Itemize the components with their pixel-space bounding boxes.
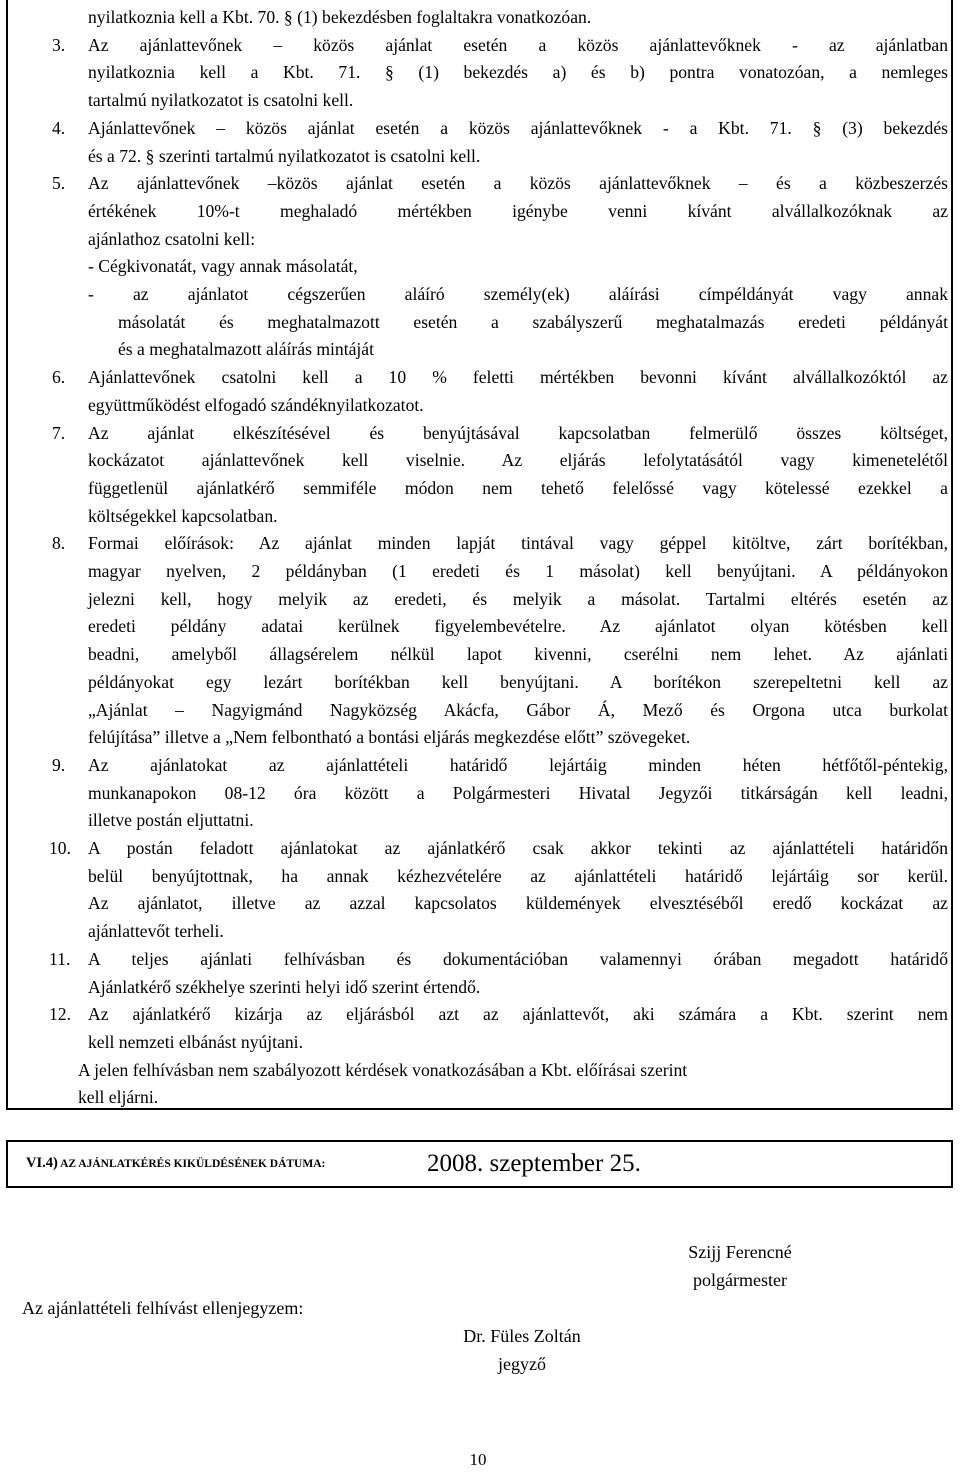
item-number: 4. (52, 117, 66, 138)
item-number: 10. (49, 838, 71, 858)
mayor-title: polgármester (693, 1270, 787, 1290)
item-line: nyilatkoznia kell a Kbt. 71. § (1) bekezdés a) és b) pontra vonatozóan, a nemleges (88, 62, 948, 83)
item-number: 5. (52, 173, 66, 194)
notary-name: Dr. Füles Zoltán (463, 1326, 581, 1346)
item-line: Az ajánlatot, illetve az azzal kapcsolatos küldemények elvesztéséből eredő kockázat az (88, 893, 948, 914)
item-number: 8. (52, 533, 66, 554)
item-line: belül benyújtottnak, ha annak kézhezvételére az ajánlattételi határidő lejártáig sor kerül. (88, 865, 948, 886)
item-line: kell nemzeti elbánást nyújtani. (88, 1031, 303, 1052)
item-line: Az ajánlat elkészítésével és benyújtásával kapcsolatban felmerülő összes költséget, (88, 422, 948, 443)
item-line: kockázatot ajánlattevőnek kell viselnie. Az eljárás lefolytatásától vagy kimenetelétől (88, 450, 948, 471)
dispatch-date: 2008. szeptember 25. (427, 1150, 641, 1177)
section-vi4-label (26, 1154, 325, 1173)
item-line: „Ajánlat – Nagyigmánd Nagyközség Akácfa, Gábor Á, Mező és Orgona utca burkolat (88, 699, 948, 720)
item-line: illetve postán eljuttatni. (88, 810, 254, 831)
item-number: 3. (52, 34, 66, 55)
closing-line: A jelen felhívásban nem szabályozott kérdések vonatkozásában a Kbt. előírásai szerint (78, 1059, 688, 1080)
item-line: Az ajánlatkérő kizárja az eljárásból azt az ajánlattevőt, aki számára a Kbt. szerint nem (88, 1004, 948, 1025)
item-line: Formai előírások: Az ajánlat minden lapját tintával vagy géppel kitöltve, zárt borítékban, (88, 533, 948, 554)
item-line: értékének 10%-t meghaladó mértékben igénybe venni kívánt alvállalkozóknak az (88, 200, 948, 221)
item-line: Ajánlattevőnek csatolni kell a 10 % feletti mértékben bevonni kívánt alvállalkozóktól az (88, 367, 948, 388)
item-line: függetlenül ajánlatkérő semmiféle módon nem tehető felelőssé vagy kötelessé ezekkel a (88, 477, 948, 498)
item-line: tartalmú nyilatkozatot is csatolni kell. (88, 90, 354, 111)
section-vi4-title: AZ AJÁNLATKÉRÉS KIKÜLDÉSÉNEK DÁTUMA: (57, 1158, 326, 1170)
item-line: Ajánlattevőnek – közös ajánlat esetén a közös ajánlattevőknek - a Kbt. 71. § (3) bekezdés (88, 117, 948, 138)
page-number: 10 (469, 1450, 487, 1469)
item-number: 9. (52, 754, 66, 775)
item-line: költségekkel kapcsolatban. (88, 505, 278, 526)
section-vi4-number: VI.4) (26, 1155, 58, 1171)
item-line: Ajánlatkérő székhelye szerinti helyi idő szerint értendő. (88, 976, 481, 997)
item-line: és a meghatalmazott aláírás mintáját (118, 339, 374, 360)
item-line: Az ajánlattevőnek – közös ajánlat esetén a közös ajánlattevőknek - az ajánlatban (88, 34, 948, 55)
item-line: eredeti példány adatai kerülnek figyelembevételre. Az ajánlatot olyan kötésben kell (88, 616, 948, 637)
item-line: együttműködést elfogadó szándéknyilatkozatot. (88, 394, 424, 415)
notary-title: jegyző (498, 1354, 546, 1374)
item-line: A postán feladott ajánlatokat az ajánlatkérő csak akkor tekinti az ajánlattételi határidőn (88, 838, 948, 858)
item-number: 7. (52, 422, 66, 443)
item-number: 11. (49, 948, 71, 969)
item-line: magyar nyelven, 2 példányban (1 eredeti és 1 másolat) kell benyújtani. A példányokon (88, 561, 948, 581)
item-line: Az ajánlattevőnek –közös ajánlat esetén a közös ajánlattevőknek – és a közbeszerzés (88, 173, 948, 194)
item-line: - az ajánlatot cégszerűen aláíró személy(ek) aláírási címpéldányát vagy annak (88, 284, 948, 304)
closing-line: kell eljárni. (78, 1087, 159, 1108)
item-line: ajánlattevőt terheli. (88, 921, 224, 942)
item-line: másolatát és meghatalmazott esetén a szabályszerű meghatalmazás eredeti példányát (118, 311, 948, 332)
item-line: felújítása” illetve a „Nem felbontható a bontási eljárás megkezdése előtt” szövegeket. (88, 727, 691, 748)
item-line: ajánlathoz csatolni kell: (88, 228, 256, 249)
item-line: példányokat egy lezárt borítékban kell benyújtani. A borítékon szerepeltetni kell az (88, 671, 948, 692)
item-line: A teljes ajánlati felhívásban és dokumentációban valamennyi órában megadott határidő (88, 948, 948, 969)
item-number: 6. (52, 367, 66, 388)
item-line: Az ajánlatokat az ajánlattételi határidő lejártáig minden héten hétfőtől-péntekig, (88, 754, 948, 775)
item-number: 12. (49, 1004, 71, 1025)
mayor-name: Szijj Ferencné (688, 1242, 792, 1262)
intro-line: nyilatkoznia kell a Kbt. 70. § (1) bekezdésben foglaltakra vonatkozóan. (88, 7, 592, 27)
item-line: és a 72. § szerinti tartalmú nyilatkozatot is csatolni kell. (88, 145, 481, 166)
item-line: beadni, amelyből állagsérelem nélkül lapot kivenni, cserélni nem lehet. Az ajánlati (88, 644, 948, 665)
countersign-label: Az ajánlattételi felhívást ellenjegyzem: (22, 1298, 304, 1318)
content-frame (6, 0, 953, 1110)
item-line: munkanapokon 08-12 óra között a Polgármesteri Hivatal Jegyzői titkárságán kell leadni, (88, 782, 948, 803)
item-line: - Cégkivonatát, vagy annak másolatát, (88, 256, 358, 277)
item-line: jelezni kell, hogy melyik az eredeti, és melyik a másolat. Tartalmi eltérés esetén az (88, 588, 948, 609)
